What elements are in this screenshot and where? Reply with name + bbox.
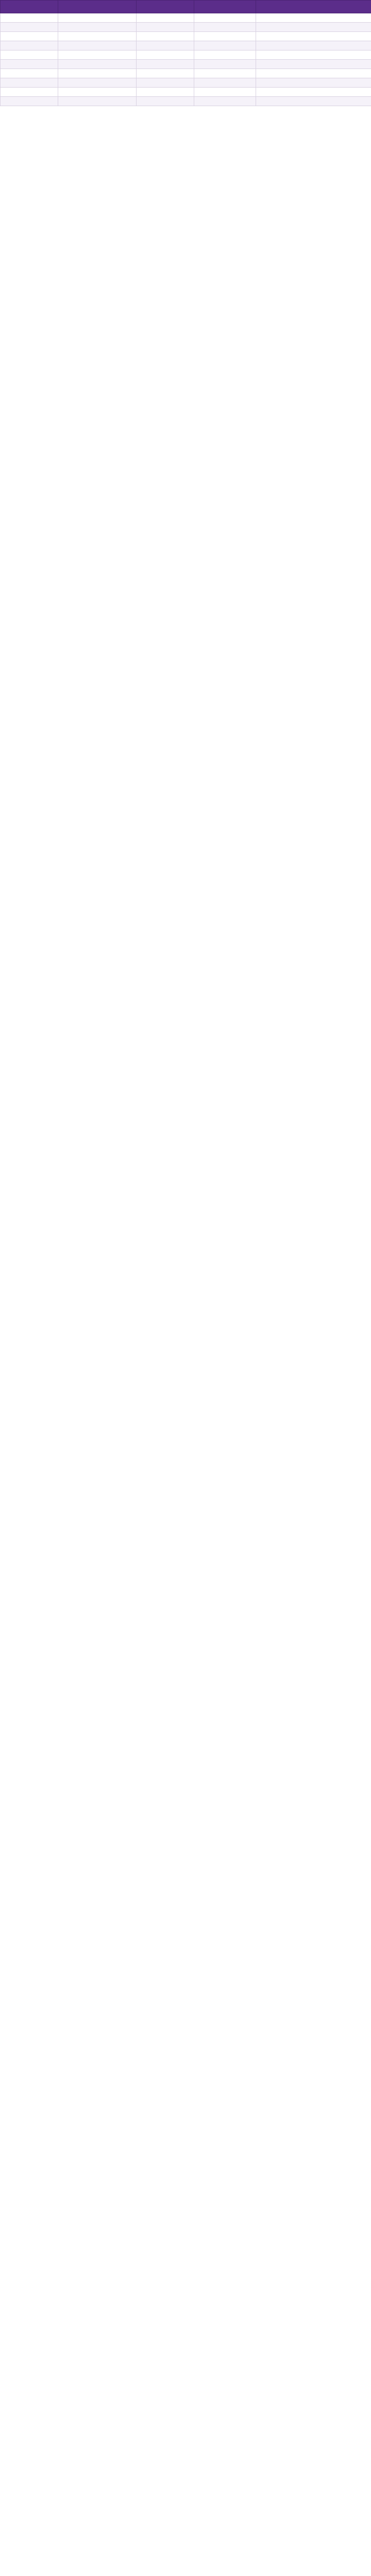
table-row [1,60,371,69]
cell-type [137,97,194,106]
cell-amount [194,23,256,32]
header-cell-status [256,1,371,13]
table-row [1,23,371,32]
header-cell-nickname [58,1,137,13]
cell-server [1,41,58,50]
header-cell-amount [194,1,256,13]
cell-server [1,88,58,97]
cell-name [58,23,137,32]
cell-type [137,23,194,32]
header-row [1,1,371,13]
data-table [0,0,371,106]
cell-amount [194,78,256,88]
cell-server [1,97,58,106]
cell-type [137,13,194,23]
cell-type [137,69,194,78]
table-row [1,88,371,97]
cell-server [1,13,58,23]
cell-name [58,97,137,106]
cell-server [1,32,58,41]
table-row [1,69,371,78]
cell-amount [194,41,256,50]
table-header [1,1,371,13]
table-body [1,13,371,106]
header-cell-type [137,1,194,13]
table-row [1,32,371,41]
cell-server [1,78,58,88]
cell-status [256,88,371,97]
cell-amount [194,69,256,78]
cell-status [256,69,371,78]
cell-status [256,13,371,23]
cell-type [137,32,194,41]
cell-type [137,88,194,97]
cell-status [256,60,371,69]
cell-type [137,78,194,88]
cell-amount [194,50,256,60]
cell-amount [194,13,256,23]
cell-name [58,78,137,88]
cell-amount [194,60,256,69]
cell-server [1,23,58,32]
cell-status [256,97,371,106]
table-row [1,13,371,23]
table-row [1,50,371,60]
cell-name [58,32,137,41]
cell-status [256,78,371,88]
header-cell-server [1,1,58,13]
cell-type [137,60,194,69]
cell-amount [194,32,256,41]
cell-status [256,32,371,41]
cell-server [1,50,58,60]
cell-name [58,50,137,60]
cell-status [256,41,371,50]
page [0,0,371,106]
cell-name [58,41,137,50]
cell-name [58,13,137,23]
cell-type [137,50,194,60]
cell-name [58,69,137,78]
cell-status [256,23,371,32]
table-row [1,97,371,106]
cell-status [256,50,371,60]
table-row [1,78,371,88]
cell-server [1,60,58,69]
cell-name [58,88,137,97]
cell-amount [194,97,256,106]
cell-server [1,69,58,78]
cell-amount [194,88,256,97]
table-row [1,41,371,50]
cell-name [58,60,137,69]
cell-type [137,41,194,50]
